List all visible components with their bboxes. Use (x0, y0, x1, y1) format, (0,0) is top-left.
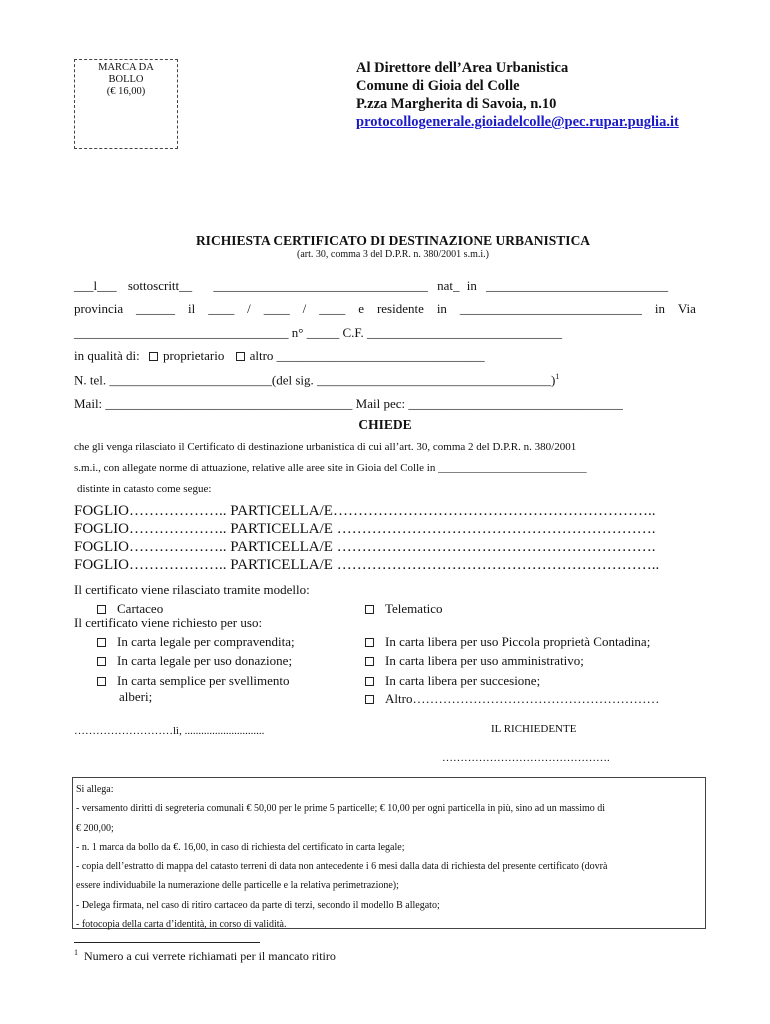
option-telematic[interactable] (365, 601, 443, 617)
resident-label: residente (376, 301, 424, 316)
signature-line[interactable]: ………………………………………. (442, 752, 610, 764)
form-row-province (74, 301, 696, 317)
usage-label: Il certificato viene richiesto per uso: (74, 615, 263, 630)
checkbox-icon[interactable] (365, 677, 374, 686)
document-title: RICHIESTA CERTIFICATO DI DESTINAZIONE URBANISTICA (195, 233, 591, 248)
owner-option[interactable] (149, 348, 224, 363)
birth-day-field[interactable]: ____ (208, 301, 235, 316)
residence-city-field[interactable]: ____________________________ (459, 301, 642, 316)
birth-month-field[interactable]: ____ (263, 301, 290, 316)
attachment-line: - fotocopia della carta d’identità, in corso di validità. (76, 919, 287, 931)
attachment-line: - n. 1 marca da bollo da €. 16,00, in caso di richiesta del certificato in carta legale; (76, 841, 405, 853)
in-label: in (654, 301, 665, 316)
request-text-line-3: distinte in catasto come segue: (77, 483, 212, 495)
phone-field[interactable]: N. tel. _________________________(del sig. ____________________________________) (74, 372, 556, 388)
resident-in-label: in (436, 301, 447, 316)
applicant-label: IL RICHIEDENTE (491, 723, 577, 735)
parcel-row[interactable]: FOGLIO……………….. PARTICELLA/E ………………………………………………………. (74, 521, 656, 537)
recipient-line-1: Al Direttore dell’Area Urbanistica (356, 60, 569, 76)
usage-option-label-cont: alberi; (119, 689, 153, 704)
usage-option-label: In carta libera per uso Piccola proprietà Contadina; (385, 634, 651, 649)
checkbox-icon[interactable] (236, 352, 245, 361)
recipient-address (356, 59, 679, 131)
request-text-line-2[interactable]: s.m.i., con allegate norme di attuazione, relative alle aree site in Gioia del Colle in ___________________________ (74, 462, 587, 474)
form-row-phone[interactable] (74, 372, 559, 388)
usage-option-label: In carta legale per uso donazione; (117, 653, 293, 668)
checkbox-icon[interactable] (97, 605, 106, 614)
option-telematic-label: Telematico (385, 601, 443, 616)
usage-option-other[interactable] (365, 691, 659, 707)
stamp-line-1: MARCA DA (98, 62, 154, 73)
recipient-line-2: Comune di Gioia del Colle (356, 78, 520, 94)
stamp-line-2: BOLLO (108, 74, 144, 85)
province-label: provincia (74, 301, 124, 316)
usage-option-farming[interactable] (365, 634, 650, 650)
attachment-line: Si allega: (76, 784, 114, 795)
checkbox-icon[interactable] (365, 605, 374, 614)
usage-option-tree-removal[interactable] (97, 673, 290, 689)
document-subtitle: (art. 30, comma 3 del D.P.R. n. 380/2001 s.m.i.) (297, 249, 489, 260)
date-separator: / (302, 301, 307, 316)
checkbox-icon[interactable] (97, 677, 106, 686)
request-heading: CHIEDE (358, 417, 412, 432)
parcel-row[interactable]: FOGLIO……………….. PARTICELLA/E ………………………………………………………. (74, 539, 656, 555)
usage-option-administrative[interactable] (365, 653, 584, 669)
form-row-capacity (74, 348, 485, 364)
attachment-line: - versamento diritti di segreteria comunali € 50,00 per le prime 5 particelle; € 10,00 per ogni particella in più, sino ad un massimo di (76, 803, 606, 815)
request-text-line-1: che gli venga rilasciato il Certificato di destinazione urbanistica di cui all’art. 30, comma 2 del D.P.R. n. 380/2001 (74, 441, 577, 453)
form-row-address-cf[interactable]: _________________________________ n° _____ C.F. ______________________________ (74, 325, 563, 340)
other-option[interactable] (236, 348, 485, 363)
other-option-label: altro ________________________________ (249, 348, 485, 363)
form-row-mail[interactable]: Mail: ______________________________________ Mail pec: _________________________________ (74, 396, 623, 411)
birth-year-field[interactable]: ____ (319, 301, 346, 316)
gender-field[interactable]: ___l___ (74, 278, 117, 293)
province-field[interactable]: ______ (136, 301, 176, 316)
capacity-label: in qualità di: (74, 348, 140, 363)
checkbox-icon[interactable] (97, 638, 106, 647)
attachments-box (72, 777, 706, 929)
checkbox-icon[interactable] (149, 352, 158, 361)
model-label: Il certificato viene rilasciato tramite modello: (74, 582, 310, 597)
usage-option-sale[interactable] (97, 634, 295, 650)
undersigned-label: sottoscritt__ (127, 278, 193, 293)
born-label: nat_ (437, 278, 460, 293)
recipient-email-link[interactable]: protocollogenerale.gioiadelcolle@pec.rupar.puglia.it (356, 114, 679, 130)
footnote-ref: 1 (555, 372, 560, 381)
checkbox-icon[interactable] (365, 638, 374, 647)
stamp-line-3: (€ 16,00) (106, 86, 146, 97)
usage-option-label: In carta semplice per svellimento (117, 673, 290, 688)
birthplace-field[interactable]: ____________________________ (486, 278, 669, 293)
attachment-line: essere individuabile la numerazione delle particelle e la relativa perimetrazione); (76, 880, 399, 892)
usage-option-label: In carta libera per uso amministrativo; (385, 653, 584, 668)
footnote (74, 948, 336, 964)
usage-option-label: Altro………………………………………………… (385, 691, 660, 706)
footnote-mark: 1 (74, 948, 78, 957)
attachment-line: - copia dell’estratto di mappa del catasto terreni di data non antecedente i 6 mesi dalla data di richiesta del presente certificato (dovrà (76, 861, 608, 873)
parcel-row[interactable]: FOGLIO……………….. PARTICELLA/E……………………………………………………….. (74, 503, 656, 519)
usage-option-donation[interactable] (97, 653, 292, 669)
attachment-line: - Delega firmata, nel caso di ritiro cartaceo da parte di terzi, secondo il modello B allegato; (76, 899, 440, 911)
checkbox-icon[interactable] (365, 657, 374, 666)
usage-option-label: In carta legale per compravendita; (117, 634, 295, 649)
revenue-stamp-box (74, 59, 178, 149)
footnote-text: Numero a cui verrete richiamati per il mancato ritiro (84, 949, 336, 963)
date-label: il (188, 301, 196, 316)
name-field[interactable]: _________________________________ (213, 278, 428, 293)
checkbox-icon[interactable] (97, 657, 106, 666)
option-paper-label: Cartaceo (117, 601, 164, 616)
and-label: e (358, 301, 364, 316)
date-separator: / (247, 301, 251, 316)
born-in-label: in (466, 278, 477, 293)
recipient-line-3: P.zza Margherita di Savoia, n.10 (356, 96, 557, 112)
street-label: Via (677, 301, 696, 316)
form-row-name (74, 278, 668, 294)
owner-option-label: proprietario (162, 348, 225, 363)
attachment-line: € 200,00; (76, 822, 114, 834)
checkbox-icon[interactable] (365, 695, 374, 704)
usage-option-succession[interactable] (365, 673, 540, 689)
footnote-divider (74, 942, 260, 943)
usage-option-label: In carta libera per succesione; (385, 673, 541, 688)
parcel-row[interactable]: FOGLIO……………….. PARTICELLA/E ……………………………………………………….. (74, 557, 660, 573)
place-date-field[interactable]: ………………………lì, ............................. (74, 725, 265, 737)
